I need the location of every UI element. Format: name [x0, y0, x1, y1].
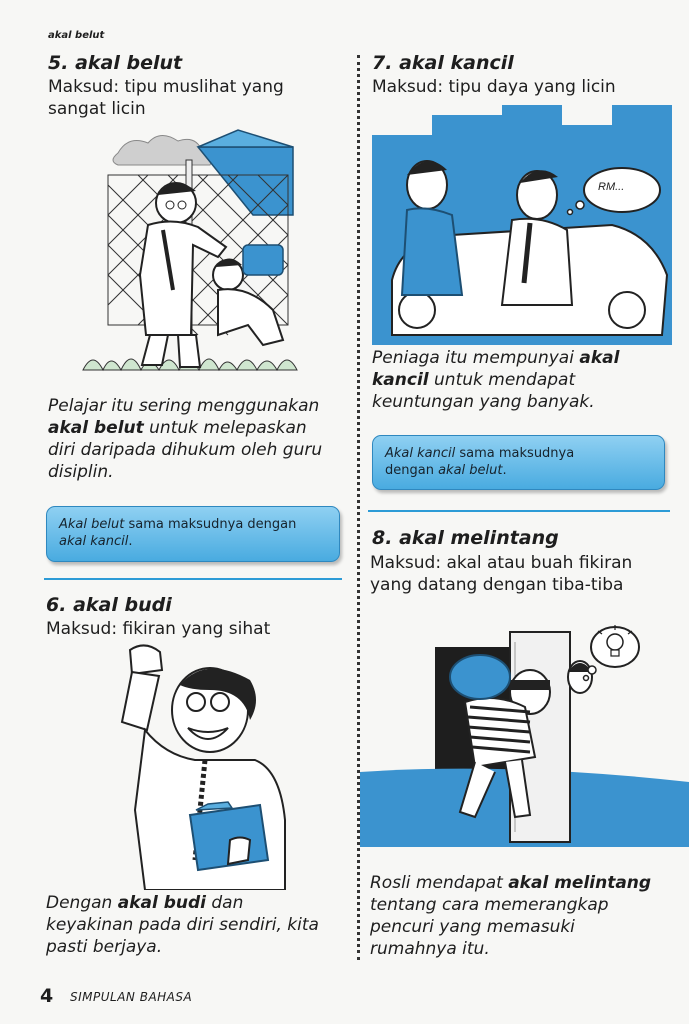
entry-6-example-line: keyakinan pada diri sendiri, kita [46, 915, 319, 935]
entry-5-example-line [48, 417, 348, 439]
entry-6-heading [46, 594, 172, 616]
entry-5-example [48, 395, 348, 483]
entry-5-example-term: akal belut [48, 418, 144, 438]
entry-5-number: 5. [48, 52, 69, 74]
entry-7-example-term: kancil [372, 370, 429, 390]
entry-8-meaning-line: Maksud: akal atau buah fikiran [370, 553, 633, 573]
entry-7-note-text2: dengan [385, 463, 439, 478]
speech-bubble-text: RM... [598, 181, 625, 193]
entry-6-illustration [100, 640, 290, 890]
entry-8-example-line [370, 872, 670, 894]
page-number: 4 [40, 985, 54, 1007]
entry-8-illustration [360, 622, 689, 847]
entry-8-example-term: akal melintang [508, 873, 652, 893]
entry-6-example-text: Dengan [46, 893, 118, 913]
entry-6-example-text: dan [205, 893, 244, 913]
entry-5-heading [48, 52, 182, 74]
entry-6-example-line: pasti berjaya. [46, 937, 163, 957]
entry-5-note-term: Akal belut [59, 517, 125, 532]
entry-5-example-line: disiplin. [48, 462, 114, 482]
entry-8-example-line: tentang cara memerangkap [370, 895, 609, 915]
section-rule [368, 510, 670, 512]
entry-5-term: akal belut [75, 52, 183, 74]
entry-7-example-text: Peniaga itu mempunyai [372, 348, 580, 368]
entry-6-meaning-line: Maksud: fikiran yang sihat [46, 619, 271, 639]
entry-7-note-end: . [502, 463, 507, 478]
entry-5-example-line: diri daripada dihukum oleh guru [48, 440, 323, 460]
entry-7-example-line [372, 347, 672, 369]
book-title: SIMPULAN BAHASA [70, 990, 193, 1004]
entry-7-number: 7. [372, 52, 393, 74]
running-header: akal belut [48, 30, 105, 41]
entry-5-example-line: Pelajar itu sering menggunakan [48, 396, 320, 416]
entry-7-heading [372, 52, 514, 74]
entry-7-example-term: akal [579, 348, 620, 368]
entry-6-example [46, 892, 351, 958]
entry-8-example-text: Rosli mendapat [370, 873, 509, 893]
entry-7-meaning-line: Maksud: tipu daya yang licin [372, 77, 616, 97]
section-rule [44, 578, 342, 580]
entry-7-example-text: untuk mendapat [428, 370, 576, 390]
entry-7-illustration [372, 105, 672, 345]
entry-5-meaning [48, 76, 284, 120]
entry-6-term: akal budi [73, 594, 172, 616]
entry-5-note-text: sama maksudnya dengan [124, 517, 297, 532]
entry-7-example-line: keuntungan yang banyak. [372, 392, 595, 412]
entry-6-meaning [46, 618, 270, 640]
entry-5-note-term2: akal kancil [59, 534, 129, 549]
entry-5-example-text: untuk melepaskan [143, 418, 307, 438]
entry-5-note-end: . [128, 534, 133, 549]
entry-8-meaning-line: yang datang dengan tiba-tiba [370, 575, 624, 595]
entry-7-example-line [372, 369, 672, 391]
entry-5-meaning-line: sangat licin [48, 99, 146, 119]
entry-7-example [372, 347, 672, 413]
entry-6-example-line [46, 892, 351, 914]
entry-6-number: 6. [46, 594, 67, 616]
entry-8-example [370, 872, 670, 960]
entry-6-example-term: akal budi [117, 893, 206, 913]
entry-8-example-line: rumahnya itu. [370, 939, 490, 959]
entry-7-note-term2: akal belut [438, 463, 503, 478]
entry-8-meaning [370, 552, 632, 596]
entry-7-note [372, 435, 665, 490]
entry-5-note [46, 506, 340, 562]
entry-7-meaning [372, 76, 616, 98]
entry-8-term: akal melintang [399, 527, 559, 549]
entry-7-note-text: sama maksudnya [455, 446, 575, 461]
entry-5-meaning-line: Maksud: tipu muslihat yang [48, 77, 284, 97]
entry-7-note-term: Akal kancil [385, 446, 456, 461]
entry-7-term: akal kancil [399, 52, 514, 74]
entry-8-heading [372, 527, 559, 549]
entry-8-example-line: pencuri yang memasuki [370, 917, 575, 937]
entry-5-illustration [78, 125, 308, 380]
entry-8-number: 8. [372, 527, 393, 549]
